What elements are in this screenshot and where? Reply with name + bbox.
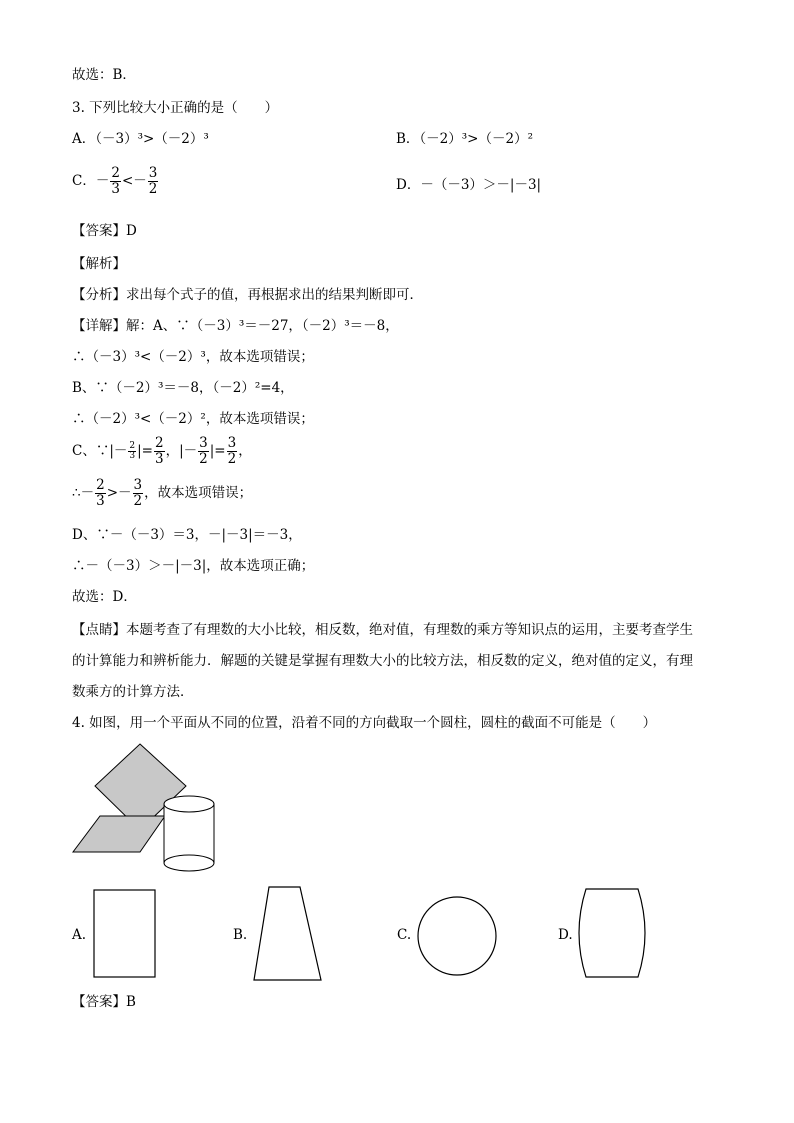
q3-line2: ∴（－3）³<（－2）³，故本选项错误； <box>72 349 314 365</box>
q3-option-d: D．－（－3）＞－|－3| <box>396 177 542 193</box>
q3-line8: ∴－（－3）＞－|－3|，故本选项正确； <box>72 558 315 574</box>
q4-option-b-trapezoid <box>250 883 326 983</box>
q3-option-b: B．（－2）³>（－2）² <box>396 131 533 147</box>
q3-line6: ∴－ $\frac{2}{3}$ >－ $\frac{3}{2}$ ，故本选项错误； <box>72 477 253 509</box>
q3-option-c-lt: < <box>121 173 134 189</box>
cylinder-body <box>164 804 214 871</box>
q3-analysis-tag: 【解析】 <box>72 256 126 272</box>
q4-stem: 4. 如图，用一个平面从不同的位置，沿着不同的方向截取一个圆柱，圆柱的截面不可能是（ ） <box>72 715 657 731</box>
q3-line7: D、∵－（－3）＝3，－|－3|＝－3， <box>72 527 302 543</box>
q4-option-c-circle <box>414 893 500 979</box>
answer-value: D <box>126 223 137 239</box>
q3-line9: 故选：D． <box>72 589 137 605</box>
q3-option-c-frac1: $\frac{2}{3}$ <box>111 165 120 197</box>
answer-tag: 【答案】 <box>72 223 126 239</box>
q3-line4: ∴（－2）³<（－2）²，故本选项错误； <box>72 411 314 427</box>
prev-answer: 故选：B． <box>72 67 136 83</box>
q3-fenxi: 【分析】求出每个式子的值，再根据求出的结果判断即可． <box>72 287 423 303</box>
q4-option-c-label: C. <box>397 927 412 943</box>
cylinder-top <box>164 796 214 812</box>
q3-option-c-frac2: $\frac{3}{2}$ <box>148 165 158 197</box>
q3-stem: 3. 下列比较大小正确的是（ ） <box>72 100 279 116</box>
q4-option-d-curved-shape <box>576 885 650 981</box>
q3-option-a: A．（－3）³>（－2）³ <box>72 131 209 147</box>
q3-line5: C、∵|－ $\frac{2}{3}$ |= $\frac{2}{3}$ ，|－ $\frac{3}{2}$ |= $\frac{3}{2}$ ， <box>72 435 252 467</box>
q4-answer: 【答案】B <box>72 994 136 1010</box>
q4-option-b-label: B. <box>233 927 248 943</box>
q3-answer <box>72 222 137 240</box>
q4-option-a-rectangle <box>90 886 160 980</box>
cylinder-section-figure <box>70 742 220 874</box>
q4-option-a-label: A. <box>72 927 87 943</box>
q3-option-c-label: C． <box>72 173 96 189</box>
q3-option-c: C．－ $\frac{2}{3}$ <－ $\frac{3}{2}$ <box>72 165 158 197</box>
q3-dianjing-1: 【点睛】本题考查了有理数的大小比较，相反数，绝对值，有理数的乘方等知识点的运用，主要考查学生 <box>72 622 693 638</box>
q4-option-d-label: D. <box>558 927 573 943</box>
lower-cutting-plane <box>73 816 165 852</box>
q3-dianjing-2: 的计算能力和辨析能力．解题的关键是掌握有理数大小的比较方法，相反数的定义，绝对值的定义，有理 <box>72 653 693 669</box>
q3-line3: B、∵（－2）³＝－8，（－2）²=4， <box>72 380 294 396</box>
q3-dianjing-3: 数乘方的计算方法． <box>72 684 194 700</box>
q3-xiangjie-line1: 【详解】解：A、∵（－3）³＝－27，（－2）³＝－8， <box>72 318 399 334</box>
